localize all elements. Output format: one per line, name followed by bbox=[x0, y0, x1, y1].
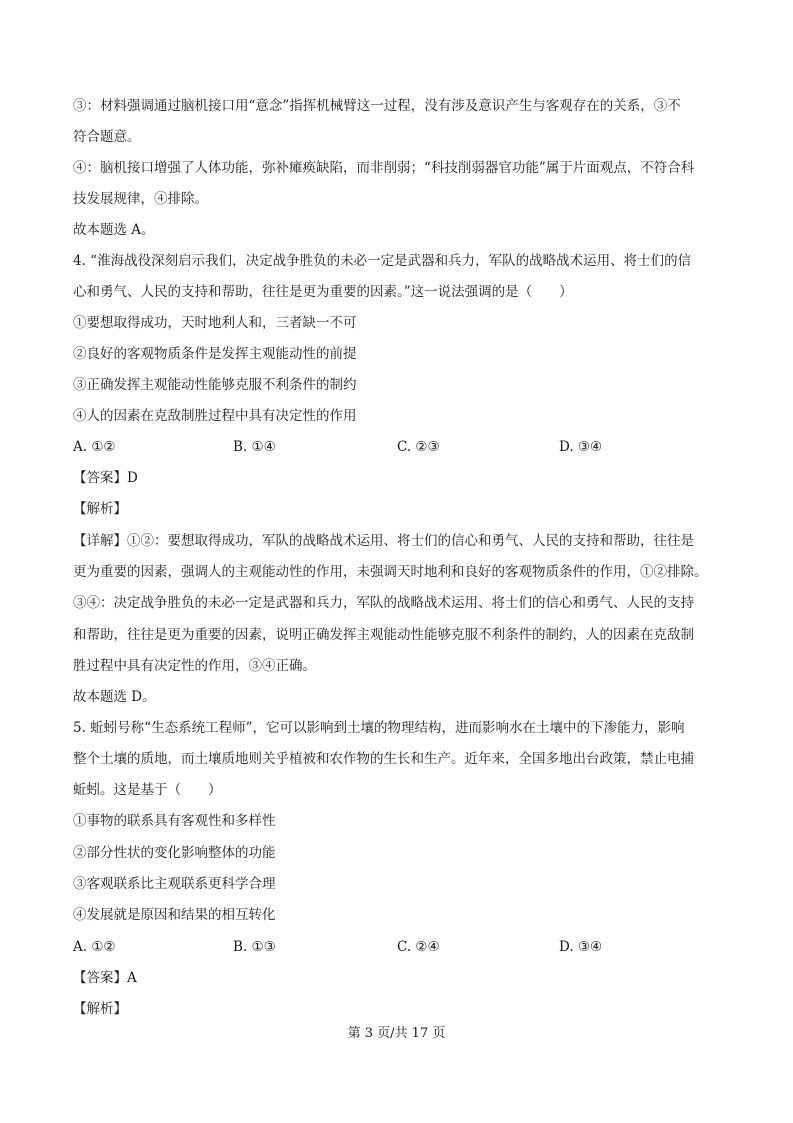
question-5-statement-1: ①事物的联系具有客观性和多样性 bbox=[73, 813, 276, 829]
text-line: ④：脑机接口增强了人体功能，弥补瘫痪缺陷，而非削弱；“科技削弱器官功能”属于片面观点，不符合科 bbox=[73, 160, 695, 176]
answer-label: 【答案】D bbox=[73, 470, 138, 486]
text-line: 技发展规律，④排除。 bbox=[73, 191, 208, 207]
analysis-label: 【解析】 bbox=[73, 501, 127, 517]
question-5-statement-4: ④发展就是原因和结果的相互转化 bbox=[73, 907, 276, 923]
question-4-statement-1: ①要想取得成功，天时地利人和，三者缺一不可 bbox=[73, 315, 357, 331]
choice-b: B. ①④ bbox=[233, 439, 276, 455]
question-4-statement-4: ④人的因素在克敌制胜过程中具有决定性的作用 bbox=[73, 408, 357, 424]
explanation-line: 胜过程中具有决定性的作用，③④正确。 bbox=[73, 658, 316, 674]
choice-a: A. ①② bbox=[73, 939, 116, 955]
analysis-label: 【解析】 bbox=[73, 1001, 127, 1017]
choice-d: D. ③④ bbox=[559, 439, 603, 455]
question-4-stem: 心和勇气、人民的支持和帮助，往往是更为重要的因素。”这一说法强调的是（ ） bbox=[73, 284, 573, 300]
choice-c: C. ②④ bbox=[397, 939, 440, 955]
question-5-stem: 5. 蚯蚓号称“生态系统工程师”，它可以影响到土壤的物理结构，进而影响水在土壤中的下渗能力，影响 bbox=[73, 720, 685, 736]
question-4-stem: 4. “淮海战役深刻启示我们，决定战争胜负的未必一定是武器和兵力，军队的战略战术运用、将士们的信 bbox=[73, 253, 692, 269]
question-5-stem: 整个土壤的质地，而土壤质地则关乎植被和农作物的生长和生产。近年来，全国多地出台政策，禁止电捕 bbox=[73, 751, 694, 767]
conclusion-line: 故本题选 A。 bbox=[73, 222, 155, 238]
answer-label: 【答案】A bbox=[73, 970, 137, 986]
question-5-statement-3: ③客观联系比主观联系更科学合理 bbox=[73, 876, 276, 892]
text-line: ③：材料强调通过脑机接口用“意念”指挥机械臂这一过程，没有涉及意识产生与客观存在的关系，③不 bbox=[73, 98, 681, 114]
explanation-line: 更为重要的因素，强调人的主观能动性的作用，未强调天时地利和良好的客观物质条件的作用，①②排除。 bbox=[73, 564, 708, 580]
explanation-line: ③④：决定战争胜负的未必一定是武器和兵力，军队的战略战术运用、将士们的信心和勇气、人民的支持 bbox=[73, 595, 694, 611]
question-4-statement-3: ③正确发挥主观能动性能够克服不利条件的制约 bbox=[73, 377, 357, 393]
choice-c: C. ②③ bbox=[397, 439, 440, 455]
question-5-stem: 蚯蚓。这是基于（ ） bbox=[73, 782, 222, 798]
question-4-statement-2: ②良好的客观物质条件是发挥主观能动性的前提 bbox=[73, 346, 357, 362]
question-5-statement-2: ②部分性状的变化影响整体的功能 bbox=[73, 845, 276, 861]
page-number-footer: 第 3 页/共 17 页 bbox=[347, 1026, 446, 1041]
question-4-choices bbox=[73, 438, 733, 456]
explanation-line: 【详解】①②：要想取得成功，军队的战略战术运用、将士们的信心和勇气、人民的支持和帮助，往往是 bbox=[73, 533, 694, 549]
question-5-choices bbox=[73, 938, 733, 956]
text-line: 符合题意。 bbox=[73, 129, 141, 145]
choice-d: D. ③④ bbox=[559, 939, 603, 955]
choice-b: B. ①③ bbox=[233, 939, 276, 955]
conclusion-line: 故本题选 D。 bbox=[73, 689, 156, 705]
choice-a: A. ①② bbox=[73, 439, 116, 455]
explanation-line: 和帮助，往往是更为重要的因素，说明正确发挥主观能动性能够克服不利条件的制约，人的因素在克敌制 bbox=[73, 627, 694, 643]
